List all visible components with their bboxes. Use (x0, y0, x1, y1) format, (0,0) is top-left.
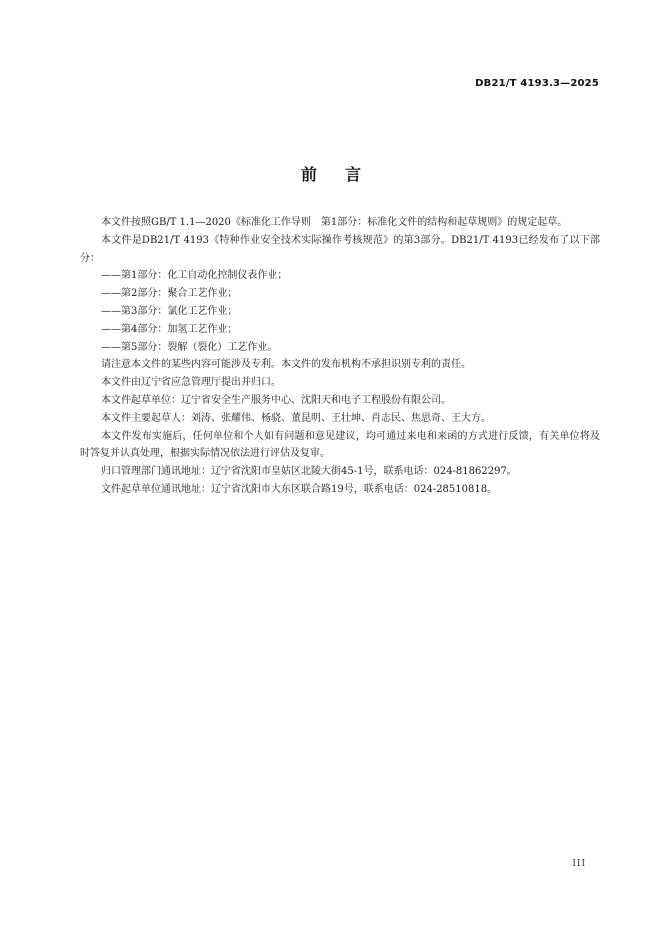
paragraph-drafting-basis: 本文件按照GB/T 1.1—2020《标准化工作导则 第1部分：标准化文件的结构和起草规则》的规定起草。 (101, 217, 568, 228)
paragraph-drafting-units: 本文件起草单位：辽宁省安全生产服务中心、沈阳天和电子工程股份有限公司。 (101, 394, 451, 406)
standard-number: DB21/T 4193.3—2025 (475, 78, 599, 89)
page-title: 前言 (300, 165, 389, 184)
page-number: III (572, 859, 586, 869)
paragraph-series-intro: 本文件是DB21/T 4193《特种作业安全技术实际操作考核规范》的第3部分。DB21/T 4193已经发布了以下部分： (80, 234, 600, 264)
foreword-body (80, 214, 600, 499)
list-item-part-4: ——第4部分：加氢工艺作业； (101, 323, 238, 335)
list-item-part-3: ——第3部分：氯化工艺作业； (101, 305, 238, 317)
paragraph-drafters: 本文件主要起草人：刘涛、张耀伟、杨骁、董昆明、王壮坤、肖志民、焦思奇、王大方。 (101, 412, 491, 424)
paragraph-admin-address: 归口管理部门通讯地址：辽宁省沈阳市皇姑区北陵大街45-1号，联系电话：024-81862297。 (101, 466, 517, 478)
paragraph-patent-notice: 请注意本文件的某些内容可能涉及专利。本文件的发布机构不承担识别专利的责任。 (101, 359, 471, 371)
list-item-part-1: ——第1部分：化工自动化控制仪表作业； (101, 270, 288, 282)
paragraph-proposer: 本文件由辽宁省应急管理厅提出并归口。 (101, 377, 281, 389)
list-item-part-2: ——第2部分：聚合工艺作业； (101, 288, 238, 300)
paragraph-feedback: 本文件发布实施后，任何单位和个人如有问题和意见建议，均可通过来电和来函的方式进行反馈，有关单位将及时答复并认真处理，根据实际情况依法进行评估及复审。 (80, 430, 600, 460)
list-item-part-5: ——第5部分：裂解（裂化）工艺作业。 (101, 341, 278, 353)
paragraph-drafter-address: 文件起草单位通讯地址：辽宁省沈阳市大东区联合路19号，联系电话：024-28510818。 (101, 483, 498, 495)
